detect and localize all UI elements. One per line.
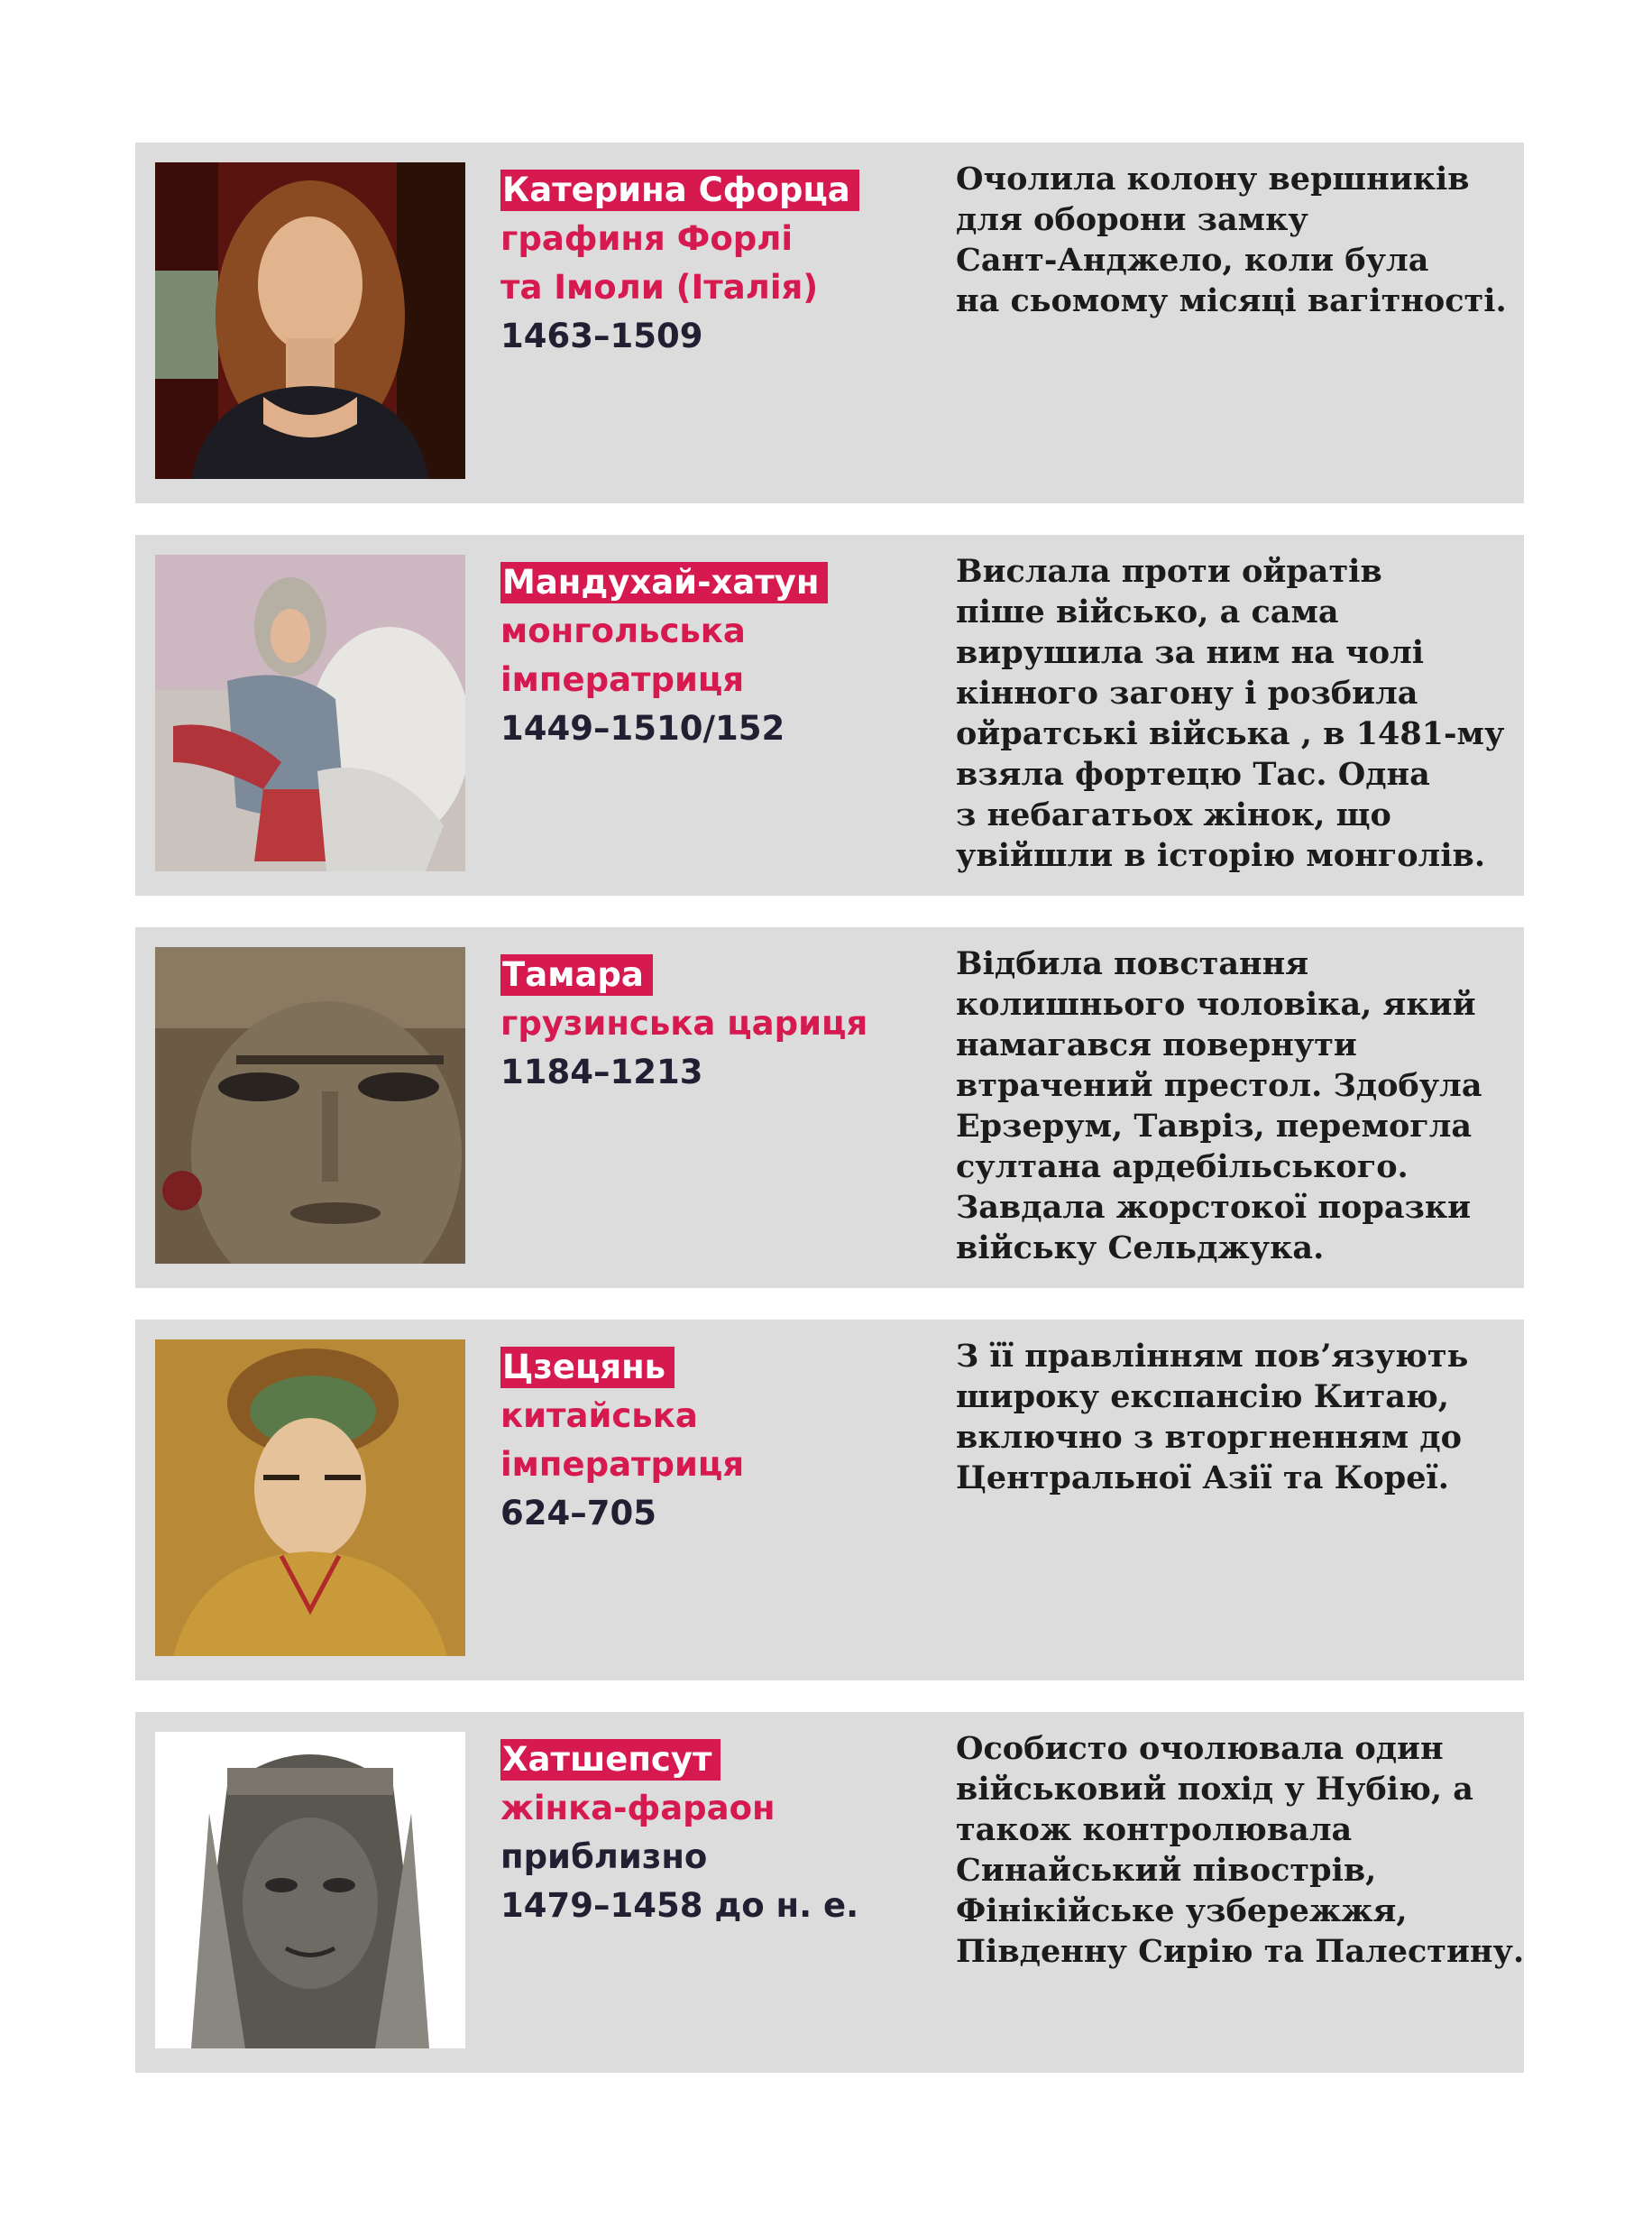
description-line: Особисто очолювала один [956,1730,1444,1767]
description-line: з небагатьох жінок, що [956,796,1391,833]
person-name: Хатшепсут [500,1739,720,1781]
description-line: Синайський півострів, [956,1852,1377,1889]
description-line: широку експансію Китаю, [956,1378,1449,1415]
description-line: Південну Сирію та Палестину. [956,1933,1525,1970]
person-years: 1463–1509 [500,317,703,355]
description-line: намагався повернути [956,1026,1357,1063]
person-name: Катерина Сфорца [500,170,859,211]
person-years: 1479–1458 до н. е. [500,1886,859,1925]
person-card [135,535,1524,896]
person-description [956,159,1506,321]
description-line: Ерзерум, Тавріз, перемогла [956,1108,1473,1145]
description-line: Сант-Анджело, коли була [956,242,1429,279]
description-line: Фінікійське узбережжя, [956,1892,1408,1929]
person-description [956,551,1506,876]
description-line: військовий похід у Нубію, а [956,1771,1473,1808]
description-line: втрачений престол. Здобула [956,1067,1482,1104]
portrait-image [155,162,465,479]
person-info [500,166,969,361]
description-line: Завдала жорстокої поразки [956,1189,1472,1226]
description-line: для оборони замку [956,201,1308,238]
person-title: імператриця [500,660,745,699]
person-info [500,951,969,1097]
person-info [500,1735,969,1930]
description-line: Очолила колону вершників [956,161,1470,198]
person-card [135,1320,1524,1680]
description-line: Вислала проти ойратів [956,553,1382,590]
person-title: графиня Форлі [500,219,794,258]
portrait-image [155,947,465,1264]
person-title: китайська [500,1396,698,1435]
person-years: 1449–1510/152 [500,709,785,748]
description-line: піше військо, а сама [956,594,1339,630]
portrait-image [155,1732,465,2048]
description-line: Центральної Азії та Кореї. [956,1459,1449,1496]
person-name: Мандухай-хатун [500,562,828,603]
person-title: грузинська цариця [500,1004,868,1043]
person-info [500,558,969,753]
person-title: жінка-фараон [500,1789,776,1827]
person-info [500,1343,969,1538]
description-line: ойратські війська , в 1481-му [956,715,1505,752]
person-description [956,1728,1525,1972]
description-line: З її правлінням пов’язують [956,1338,1469,1375]
portrait-image [155,555,465,871]
description-line: увійшли в історію монголів. [956,837,1486,874]
description-line: також контролювала [956,1811,1353,1848]
description-line: взяла фортецю Тас. Одна [956,756,1430,793]
portrait-image [155,1339,465,1656]
person-name: Цзецянь [500,1347,675,1388]
person-years: 1184–1213 [500,1053,703,1091]
person-name: Тамара [500,954,653,996]
person-title: та Імоли (Італія) [500,268,819,307]
person-title: монгольська [500,612,746,650]
person-years: приблизно [500,1837,708,1876]
person-description [956,1336,1506,1498]
person-card [135,143,1524,503]
description-line: кінного загону і розбила [956,675,1418,712]
description-line: султана ардебільського. [956,1148,1409,1185]
person-card [135,1712,1524,2073]
person-card [135,927,1524,1288]
person-description [956,943,1506,1268]
description-line: включно з вторгненням до [956,1419,1462,1456]
description-line: колишнього чоловіка, який [956,986,1476,1023]
person-title: імператриця [500,1445,745,1484]
description-line: Відбила повстання [956,945,1309,982]
person-years: 624–705 [500,1494,656,1532]
description-line: на сьомому місяці вагітності. [956,282,1507,319]
description-line: вирушила за ним на чолі [956,634,1425,671]
description-line: війську Сельджука. [956,1229,1325,1266]
